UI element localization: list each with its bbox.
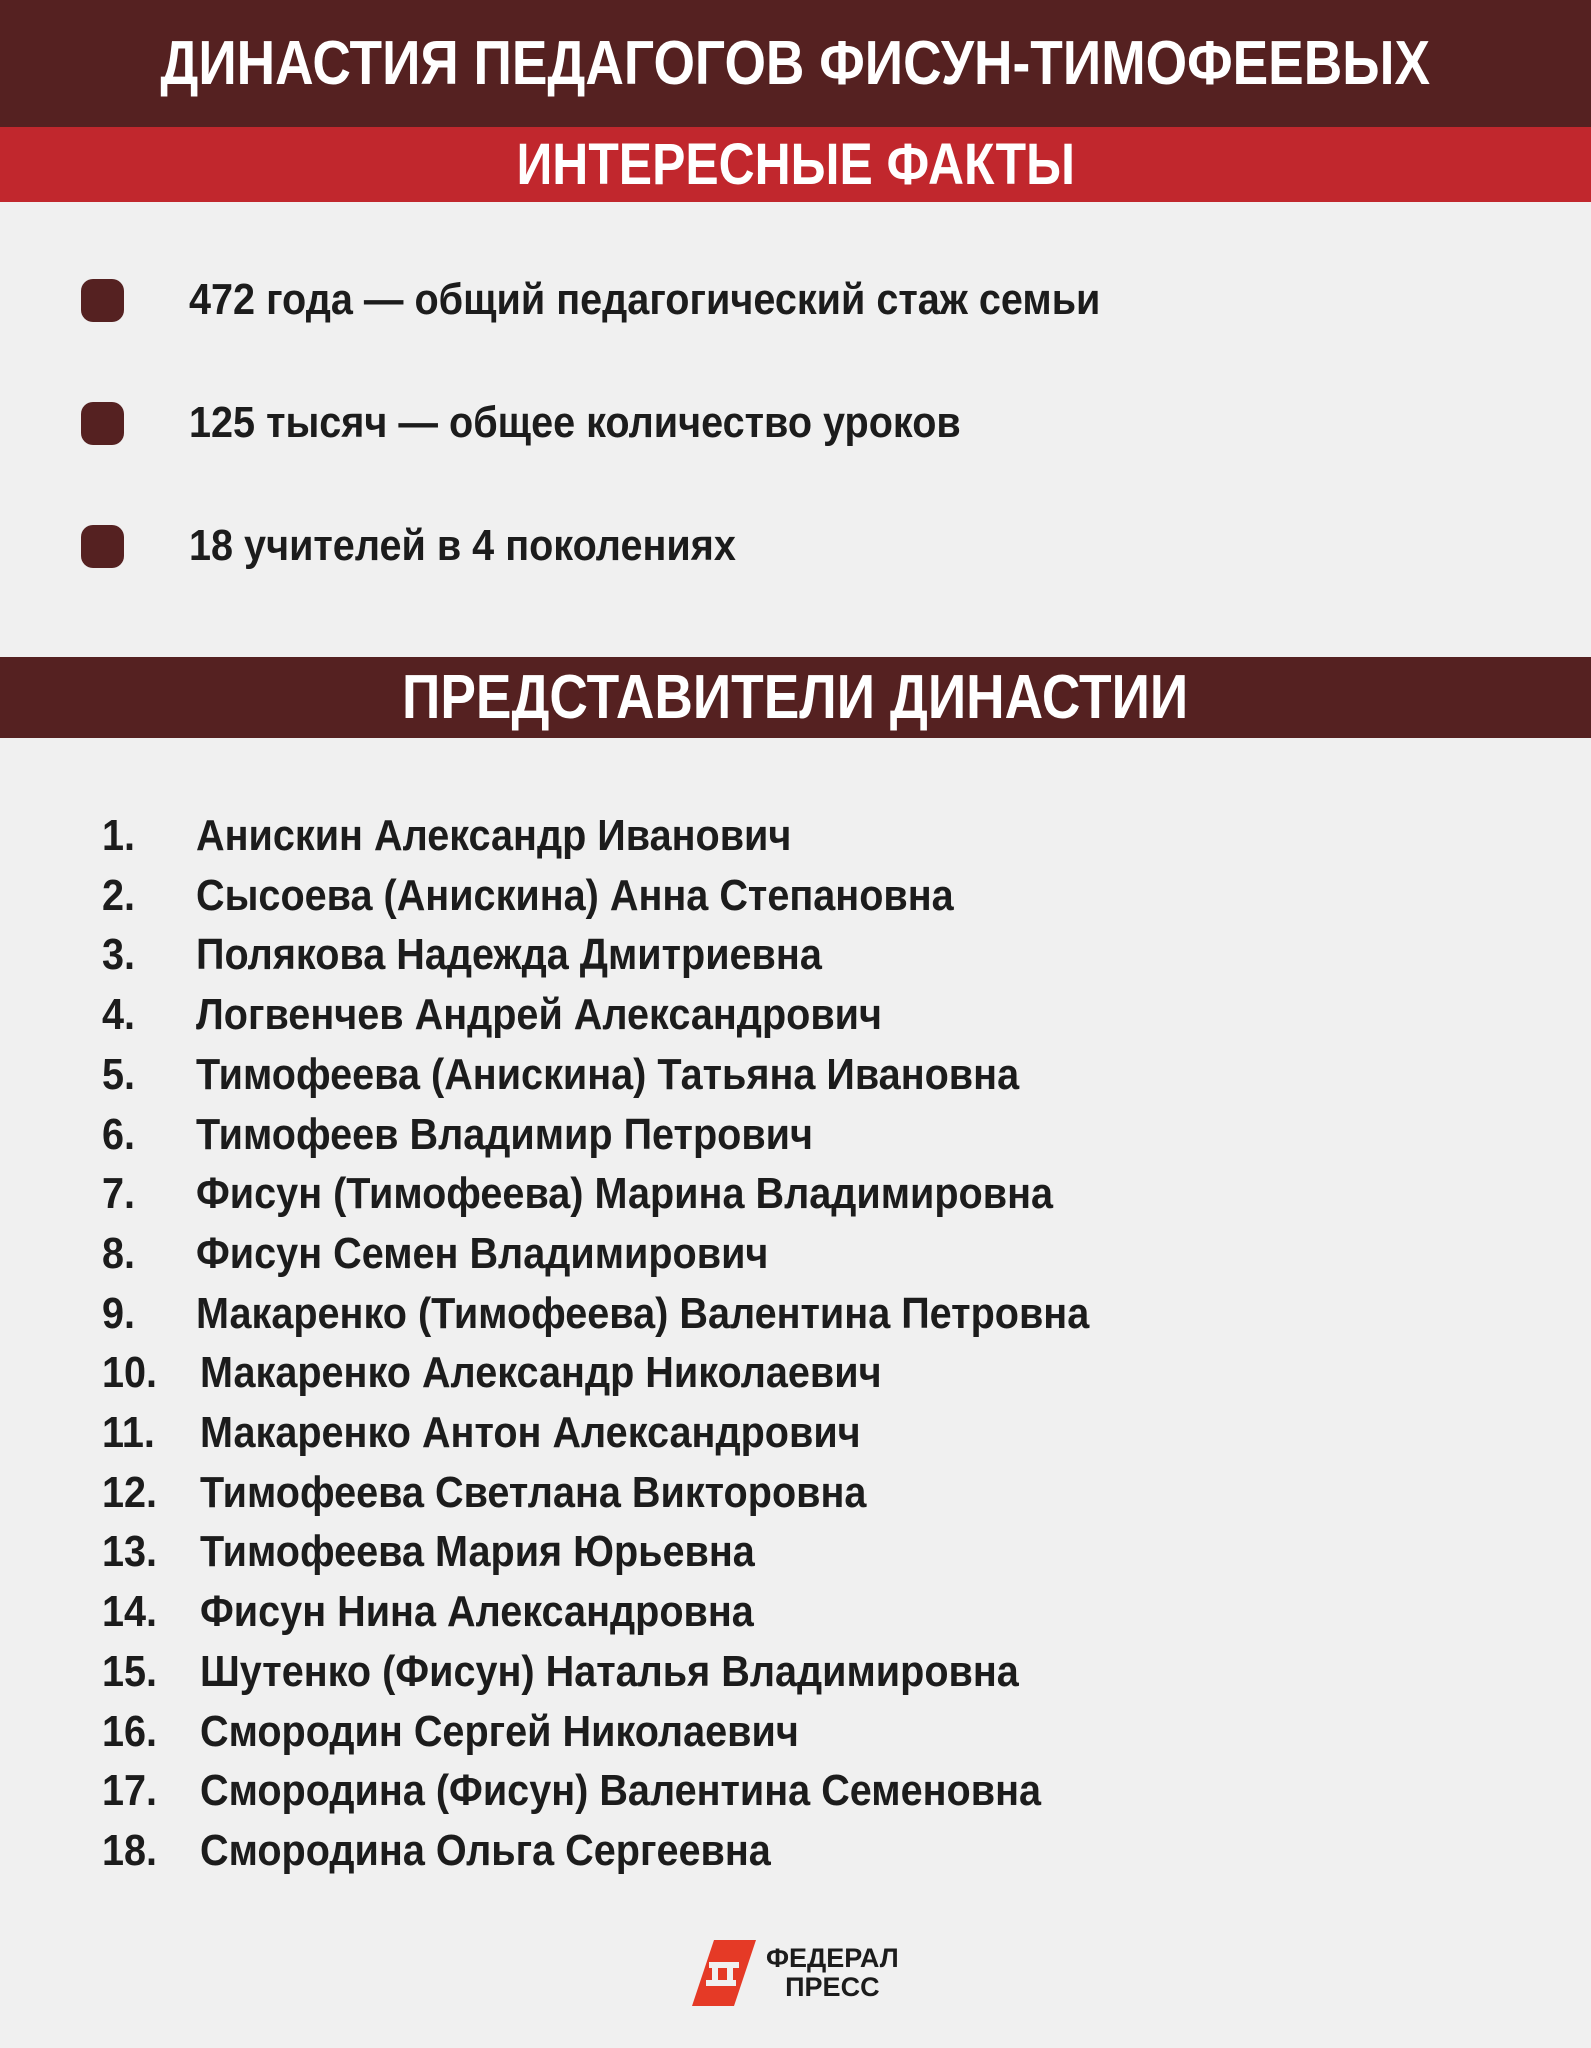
member-row <box>102 1404 934 1462</box>
fact-text: 472 года — общий педагогический стаж семьи <box>189 275 1101 324</box>
member-name: Логвенчев Андрей Александрович <box>196 990 883 1040</box>
fact-text: 18 учителей в 4 поколениях <box>189 521 736 570</box>
members-banner <box>0 657 1591 738</box>
member-number: 1. <box>102 811 136 860</box>
member-number: 5. <box>102 1049 136 1099</box>
member-number: 15. <box>102 1646 158 1696</box>
member-name: Смородина (Фисун) Валентина Семеновна <box>200 1766 1042 1816</box>
bullet-icon <box>81 402 124 445</box>
member-row <box>102 1225 832 1283</box>
member-name: Фисун Семен Владимирович <box>196 1228 769 1278</box>
member-number: 14. <box>102 1587 158 1637</box>
bullet-icon <box>81 279 124 322</box>
logo-line1: ФЕДЕРАЛ <box>766 1943 899 1973</box>
fact-item <box>81 398 961 448</box>
member-number: 8. <box>102 1228 136 1278</box>
member-row <box>102 1464 940 1522</box>
member-name: Фисун (Тимофеева) Марина Владимировна <box>196 1169 1054 1219</box>
member-name: Макаренко (Тимофеева) Валентина Петровна <box>196 1288 1090 1338</box>
member-number: 18. <box>102 1825 158 1875</box>
member-name: Сысоева (Анискина) Анна Степановна <box>196 870 954 920</box>
member-name: Анискин Александр Иванович <box>196 811 792 860</box>
member-name: Фисун Нина Александровна <box>200 1587 754 1637</box>
title-banner <box>0 0 1591 127</box>
member-row <box>102 986 958 1044</box>
member-row <box>102 1762 1134 1820</box>
members-heading: ПРЕДСТАВИТЕЛИ ДИНАСТИИ <box>402 663 1189 732</box>
member-number: 16. <box>102 1706 158 1756</box>
fact-item <box>81 521 736 571</box>
member-name: Макаренко Александр Николаевич <box>200 1348 882 1398</box>
facts-heading: ИНТЕРЕСНЫЕ ФАКТЫ <box>516 132 1075 197</box>
page-title: ДИНАСТИЯ ПЕДАГОГОВ ФИСУН-ТИМОФЕЕВЫХ <box>160 29 1431 98</box>
member-number: 7. <box>102 1169 136 1219</box>
member-number: 11. <box>102 1408 155 1457</box>
member-row <box>102 1344 957 1402</box>
member-name: Тимофеева Мария Юрьевна <box>200 1527 755 1577</box>
member-row <box>102 926 891 984</box>
federalpress-logo <box>692 1940 899 2006</box>
fact-text: 125 тысяч — общее количество уроков <box>189 398 961 447</box>
member-name: Полякова Надежда Дмитриевна <box>196 930 822 980</box>
logo-line2: ПРЕСС <box>785 1972 880 2002</box>
member-name: Тимофеева (Анискина) Татьяна Ивановна <box>196 1049 1020 1099</box>
member-row <box>102 1165 1148 1223</box>
member-number: 17. <box>102 1766 158 1816</box>
fact-item <box>81 275 1101 325</box>
member-number: 3. <box>102 930 136 980</box>
member-row <box>102 1106 882 1164</box>
member-number: 2. <box>102 870 136 920</box>
member-number: 10. <box>102 1348 158 1398</box>
member-name: Смородин Сергей Николаевич <box>200 1706 799 1756</box>
member-row <box>102 1523 816 1581</box>
member-name: Тимофеев Владимир Петрович <box>196 1109 814 1159</box>
member-number: 4. <box>102 990 136 1040</box>
member-name: Шутенко (Фисун) Наталья Владимировна <box>200 1646 1019 1696</box>
logo-mark-icon <box>692 1940 756 2006</box>
facts-banner <box>0 127 1591 202</box>
member-row <box>102 1703 865 1761</box>
member-row <box>102 807 858 865</box>
member-number: 13. <box>102 1527 158 1577</box>
member-name: Тимофеева Светлана Викторовна <box>200 1467 867 1517</box>
member-name: Макаренко Антон Александрович <box>200 1408 861 1457</box>
member-name: Смородина Ольга Сергеевна <box>200 1825 771 1875</box>
member-row <box>102 867 1038 925</box>
bullet-icon <box>81 525 124 568</box>
member-number: 12. <box>102 1467 158 1517</box>
member-row <box>102 1583 815 1641</box>
member-row <box>102 1285 1189 1343</box>
member-row <box>102 1643 1110 1701</box>
member-number: 9. <box>102 1288 136 1338</box>
member-number: 6. <box>102 1109 136 1159</box>
member-row <box>102 1046 1111 1104</box>
member-row <box>102 1822 834 1880</box>
